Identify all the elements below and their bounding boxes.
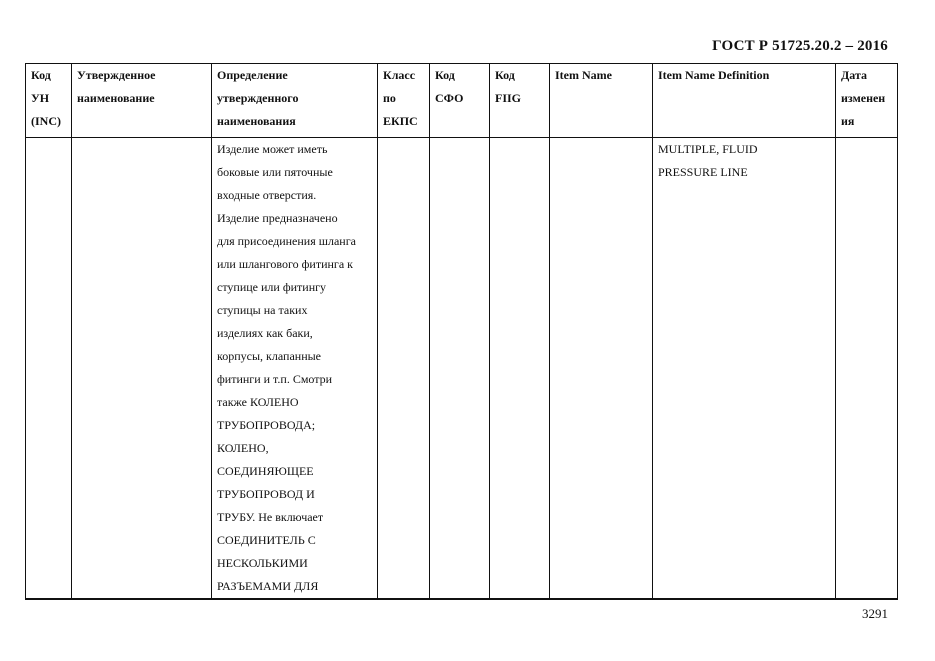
page-number: 3291 — [862, 606, 888, 621]
cell-item-name-definition: MULTIPLE, FLUID PRESSURE LINE — [653, 138, 836, 600]
cell-sfo-code — [430, 138, 490, 600]
column-header-inc: Код УН (INC) — [26, 64, 72, 138]
cell-item-name — [550, 138, 653, 600]
column-header-change-date: Дата изменен ия — [836, 64, 898, 138]
column-header-item-name: Item Name — [550, 64, 653, 138]
cell-fiig-code — [490, 138, 550, 600]
cell-change-date — [836, 138, 898, 600]
document-code: ГОСТ Р 51725.20.2 – 2016 — [712, 38, 888, 54]
column-header-definition: Определение утвержденного наименования — [212, 64, 378, 138]
table-header-row — [26, 64, 898, 138]
table-row — [26, 138, 898, 600]
cell-approved-name — [72, 138, 212, 600]
cell-definition: Изделие может иметь боковые или пяточные входные отверстия. Изделие предназначено для присоединения шланга или шлангового фитинга к ступице или фитингу ступицы на таких изделиях как баки, корпусы, клапанные фитинги и т.п. Смотри также КОЛЕНО ТРУБОПРОВОДА; КОЛЕНО, СОЕДИНЯЮЩЕЕ ТРУБОПРОВОД И ТРУБУ. Не включает СОЕДИНИТЕЛЬ С НЕСКОЛЬКИМИ РАЗЪЕМАМИ ДЛЯ — [212, 138, 378, 600]
cell-inc — [26, 138, 72, 600]
catalog-table — [25, 63, 898, 600]
column-header-ekps-class: Класс по ЕКПС — [378, 64, 430, 138]
column-header-fiig-code: Код FIIG — [490, 64, 550, 138]
column-header-approved-name: Утвержденное наименование — [72, 64, 212, 138]
cell-ekps-class — [378, 138, 430, 600]
column-header-sfo-code: Код СФО — [430, 64, 490, 138]
column-header-item-name-definition: Item Name Definition — [653, 64, 836, 138]
